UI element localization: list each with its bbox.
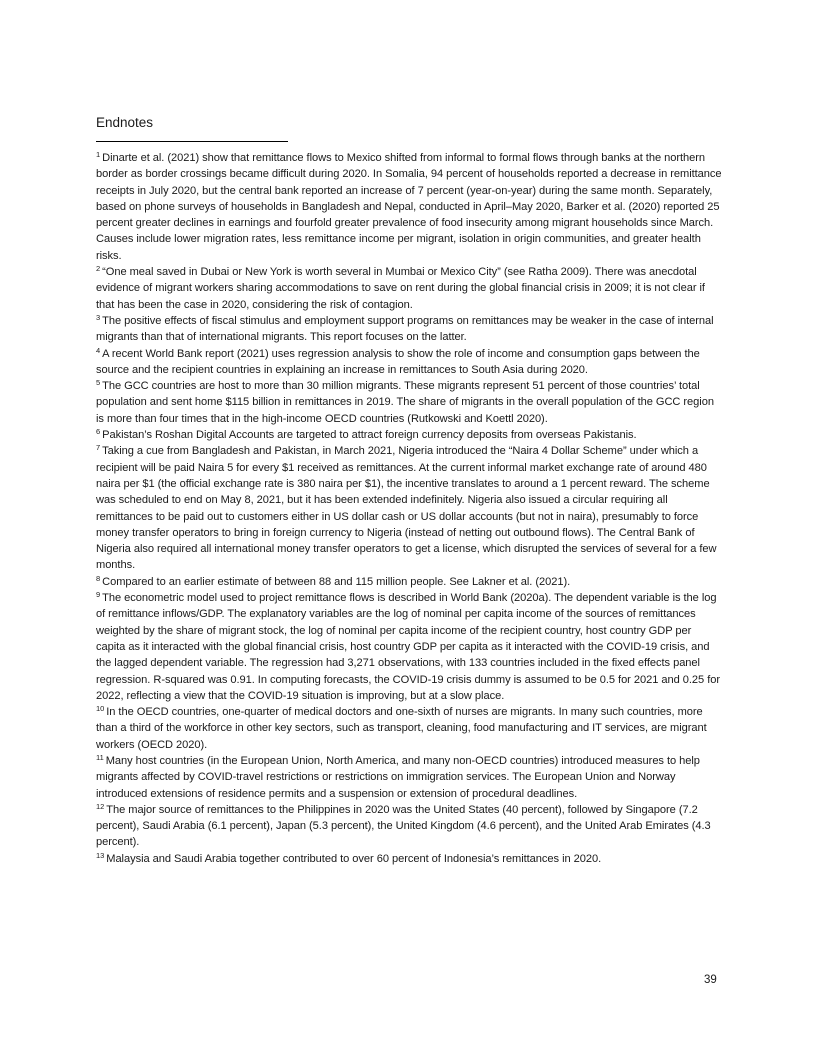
page-number: 39 [704, 974, 717, 986]
endnote-text: Pakistan’s Roshan Digital Accounts are targeted to attract foreign currency deposits from overseas Pakistanis. [102, 429, 637, 442]
endnote-text: The major source of remittances to the Philippines in 2020 was the United States (40 percent), followed by Singapore (7.2 percent), Saudi Arabia (6.1 percent), Japan (5.3 percent), the United Kingdom (4.6 percent), and the United Arab Emirates (4.3 percent). [96, 803, 711, 849]
endnotes-list [96, 150, 722, 867]
endnote-2 [96, 264, 722, 313]
endnote-8 [96, 574, 722, 590]
endnote-number: 4 [96, 345, 101, 355]
endnote-number: 6 [96, 427, 101, 437]
endnote-number: 2 [96, 264, 101, 274]
endnote-number: 10 [96, 704, 105, 714]
endnote-1 [96, 150, 722, 264]
endnote-text: “One meal saved in Dubai or New York is worth several in Mumbai or Mexico City” (see Ratha 2009). There was anecdotal evidence of migrant workers sharing accommodations to save on rent during the global financial crisis in 2009; it is not clear if that has been the case in 2020, considering the risk of contagion. [96, 266, 705, 311]
endnote-11 [96, 753, 722, 802]
endnote-6 [96, 427, 722, 443]
endnote-number: 3 [96, 312, 101, 322]
endnote-10 [96, 704, 722, 753]
endnote-number: 1 [96, 150, 101, 159]
endnote-number: 13 [96, 850, 105, 860]
endnote-number: 9 [96, 590, 101, 600]
endnote-text: Dinarte et al. (2021) show that remittance flows to Mexico shifted from informal to formal flows through banks at the northern border as border crossings became difficult during 2020. In Somalia, 94 percent of households reported a decrease in remittance receipts in July 2020, but the central bank reported an increase of 7 percent (year-on-year) during the same month. Separately, based on phone surveys of households in Bangladesh and Nepal, conducted in April–May 2020, Barker et al. (2020) reported 25 percent greater declines in earnings and fourfold greater prevalence of food insecurity among migrant households since March. Causes include lower migration rates, less remittance income per migrant, isolation in origin communities, and greater health risks. [96, 152, 722, 262]
endnote-12 [96, 802, 722, 851]
endnote-text: In the OECD countries, one-quarter of medical doctors and one-sixth of nurses are migrants. In many such countries, more than a third of the workforce in other key sectors, such as transport, cleaning, food manufacturing and IT services, are migrant workers (OECD 2020). [96, 706, 707, 751]
endnote-text: The GCC countries are host to more than 30 million migrants. These migrants represent 51 percent of those countries’ total population and sent home $115 billion in remittances in 2019. The share of migrants in the overall population of the GCC region is more than four times that in the high-income OECD countries (Rutkowski and Koettl 2020). [96, 380, 714, 425]
endnote-text: Taking a cue from Bangladesh and Pakistan, in March 2021, Nigeria introduced the “Naira 4 Dollar Scheme” under which a recipient will be paid Naira 5 for every $1 received as remittances. At the current informal market exchange rate of around 480 naira per $1 (the official exchange rate is 380 naira per $1), the incentive translates to around a 1 percent reward. The scheme was scheduled to end on May 8, 2021, but it has been extended indefinitely. Nigeria also issued a circular requiring all remittances to be paid out to customers either in US dollar cash or US dollar accounts (but not in naira), presumably to force money transfer operators to bring in foreign currency to Nigeria (instead of netting out outbound flows). The Central Bank of Nigeria also required all international money transfer operators to get a license, which disrupted the services of several for a few months. [96, 445, 717, 572]
endnote-number: 8 [96, 573, 101, 583]
endnote-number: 12 [96, 801, 105, 811]
endnote-text: Many host countries (in the European Union, North America, and many non-OECD countries) introduced measures to help migrants affected by COVID-travel restrictions or restrictions on immigration services. The European Union and Norway introduced extensions of residence permits and a suspension or extension of procedural deadlines. [96, 754, 700, 800]
endnote-number: 5 [96, 378, 101, 388]
endnote-text: The econometric model used to project remittance flows is described in World Bank (2020a). The dependent variable is the log of remittance inflows/GDP. The explanatory variables are the log of nominal per capita income of the sources of remittances weighted by the share of migrant stock, the log of nominal per capita income of the recipient country, host country GDP per capita as it interacted with the global financial crisis, host country GDP per capita as it interacted with the COVID-19 crisis, and the lagged dependent variable. The regression had 3,271 observations, with 133 countries included in the fixed effects panel regression. R-squared was 0.91. In computing forecasts, the COVID-19 crisis dummy is assumed to be 0.5 for 2021 and 0.25 for 2022, reflecting a view that the COVID-19 situation is improving, but at a slow place. [96, 592, 720, 702]
endnote-text: A recent World Bank report (2021) uses regression analysis to show the role of income and consumption gaps between the source and the recipient countries in explaining an increase in remittances to South Asia during 2020. [96, 347, 700, 376]
page-heading: Endnotes [96, 115, 154, 130]
endnote-text: The positive effects of fiscal stimulus and employment support programs on remittances may be weaker in the case of internal migrants than that of international migrants. This report focuses on the latter. [96, 314, 714, 344]
endnote-9 [96, 590, 722, 704]
endnote-3 [96, 313, 722, 346]
endnote-separator-rule [96, 141, 288, 142]
endnote-7 [96, 443, 722, 573]
endnote-text: Malaysia and Saudi Arabia together contributed to over 60 percent of Indonesia’s remittances in 2020. [106, 852, 602, 865]
endnote-number: 11 [96, 752, 104, 762]
endnote-5 [96, 378, 722, 427]
endnote-text: Compared to an earlier estimate of between 88 and 115 million people. See Lakner et al. (2021). [102, 575, 571, 588]
endnote-13 [96, 851, 722, 867]
endnote-number: 7 [96, 443, 101, 453]
endnote-4 [96, 346, 722, 379]
